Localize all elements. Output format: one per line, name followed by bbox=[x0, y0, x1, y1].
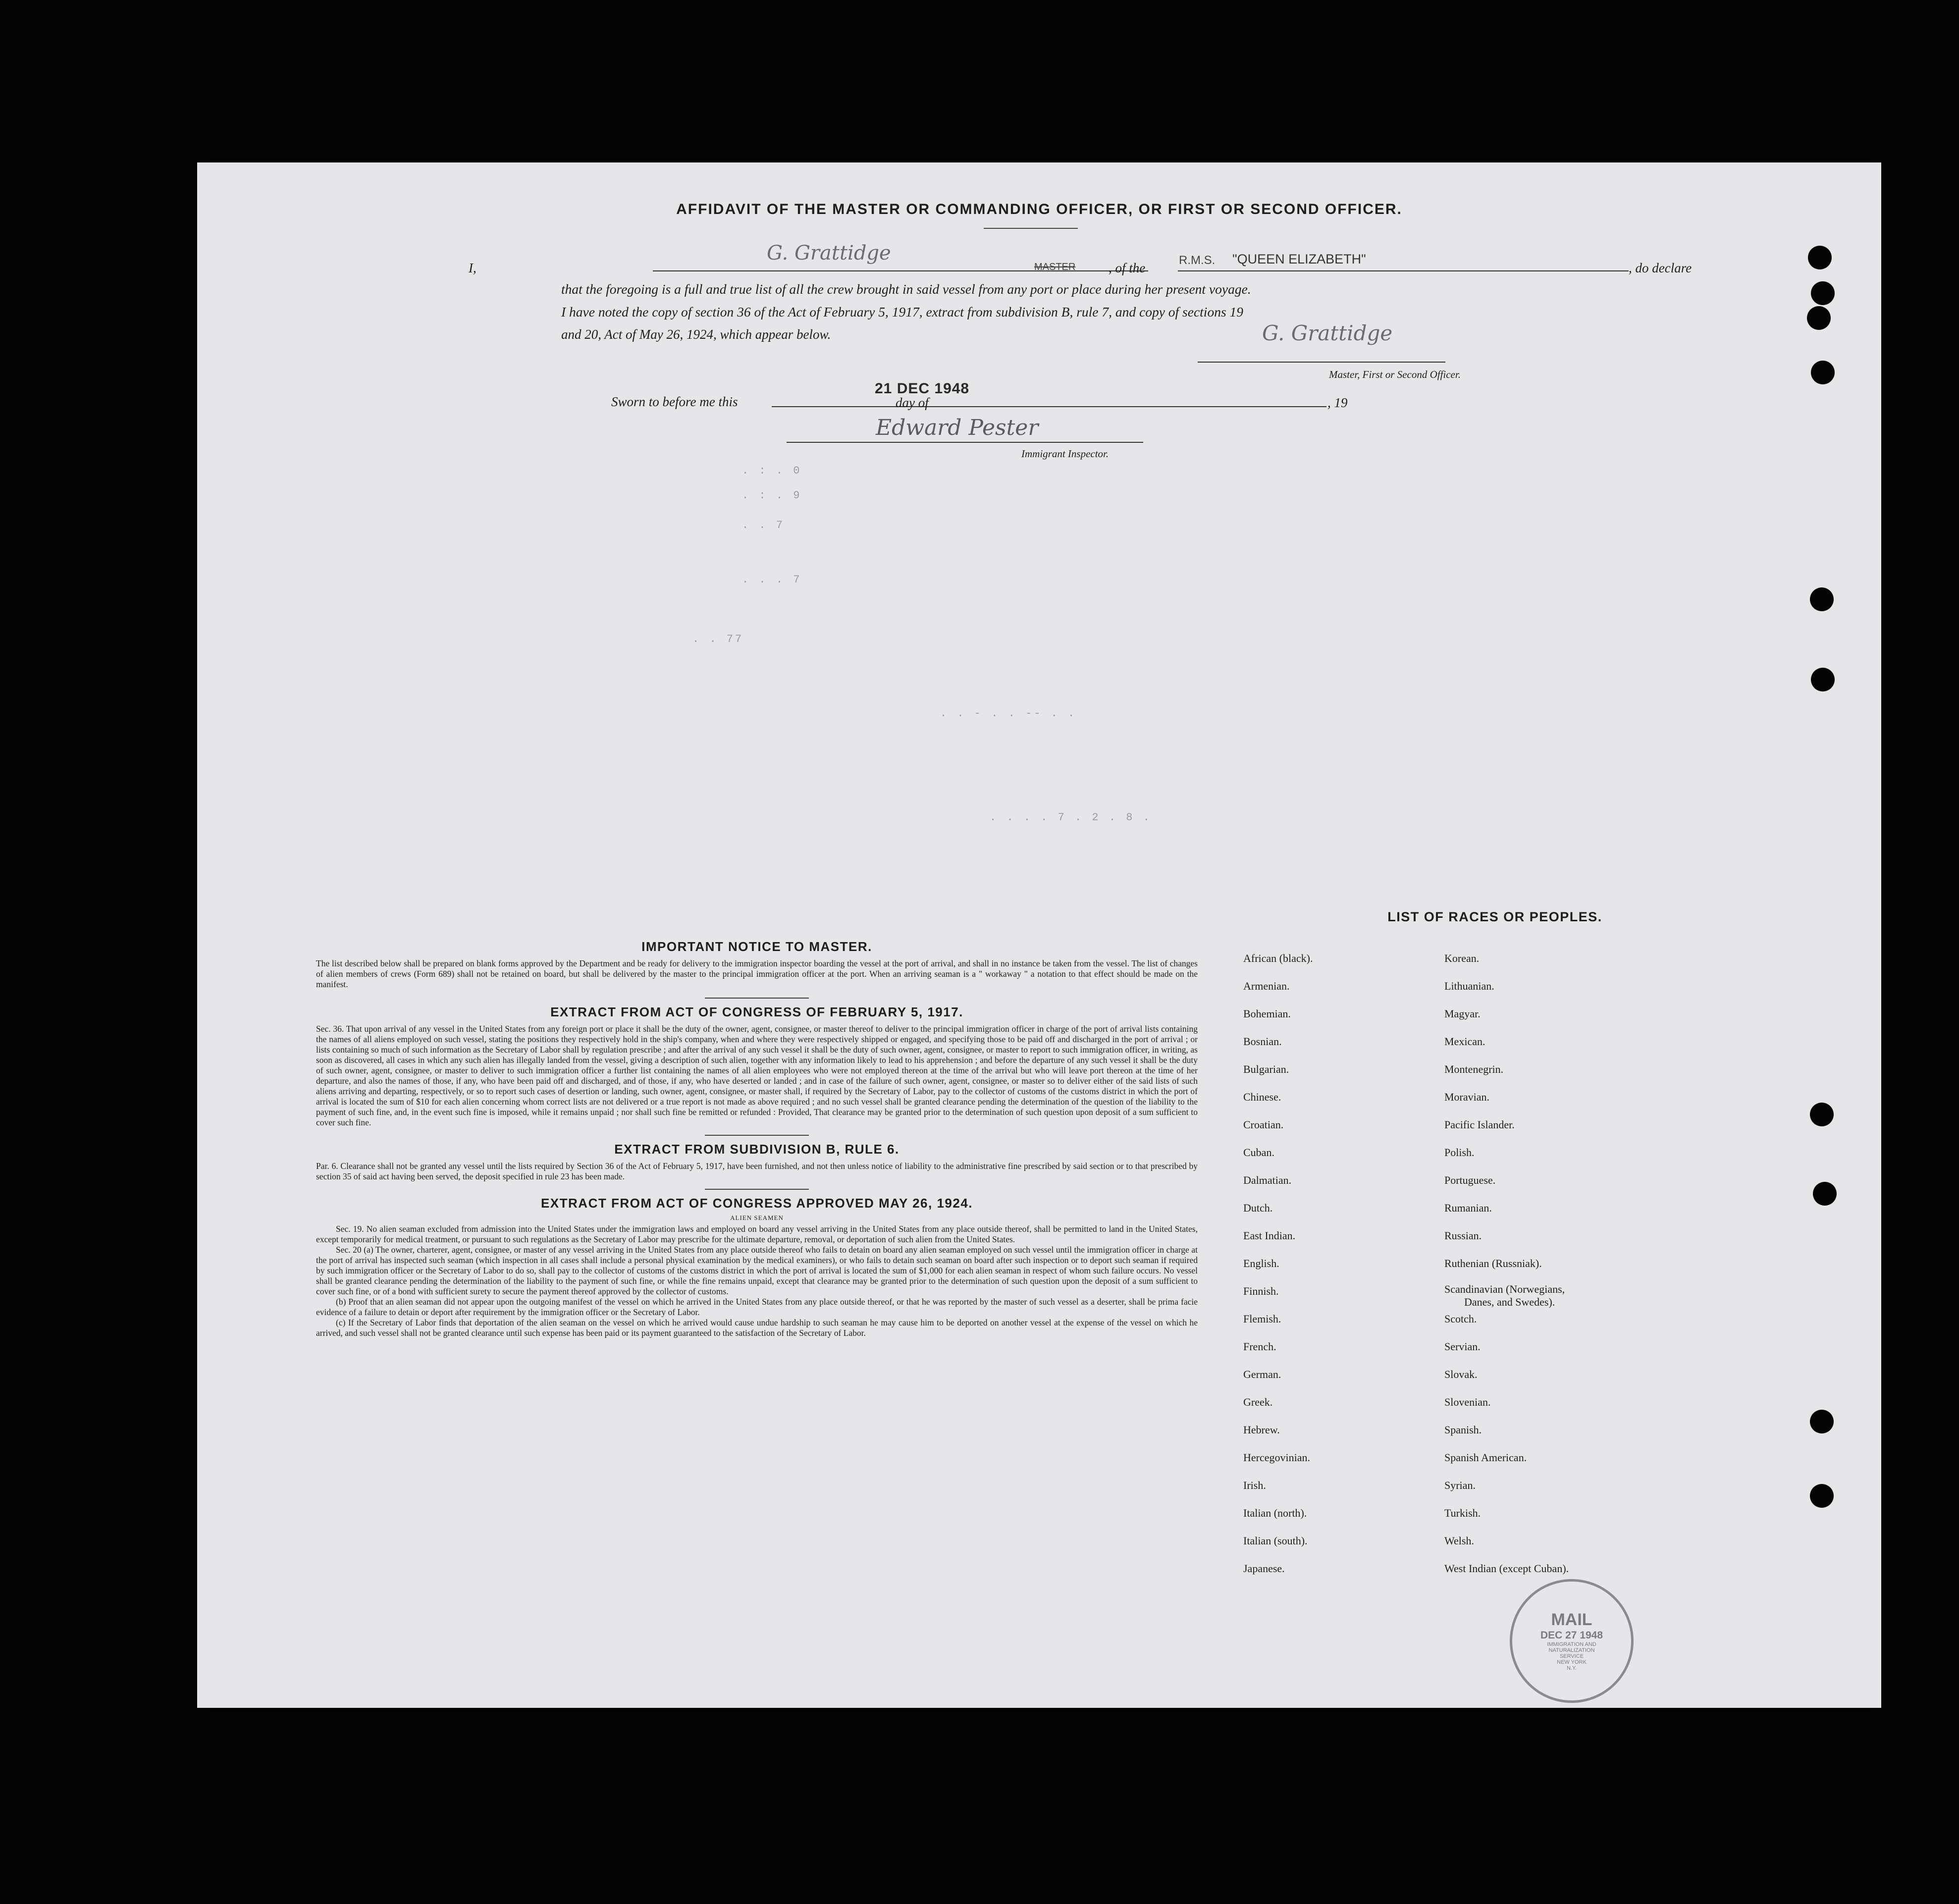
punch-hole bbox=[1810, 587, 1834, 611]
alien-seamen-subtitle: ALIEN SEAMEN bbox=[730, 1214, 784, 1221]
sec20a-text: Sec. 20 (a) The owner, charterer, agent, consignee, or master of any vessel arriving in the United States from any place outside thereof who fails to detain on board any alien seaman employed on such vessel until the immigration officer in charge at the port of arrival has inspected such seaman (which inspection in all cases shall include a personal physical examination by the medical examiners), or who fails to detain such seaman on board after such inspection or to deport such seaman if required by such immigration officer or the Secretary of Labor to do so, shall pay to the collector of customs of the customs district in which the port of arrival is located the sum of $1,000 for each alien seaman in respect of whom such failure occurs. No vessel shall be granted clearance pending the determination of the liability to the payment of such fine, or while the fine remains unpaid, except that clearance may be granted prior to the determination of such question upon the deposit of a sum sufficient to cover such fine, or of a bond with sufficient surety to secure the payment thereof approved by the collector of customs. bbox=[316, 1245, 1198, 1296]
stamp-line1: IMMIGRATION AND bbox=[1547, 1641, 1596, 1647]
race-right: Portuguese. bbox=[1444, 1174, 1496, 1186]
race-left: Chinese. bbox=[1243, 1091, 1281, 1103]
bleed-through-mark: . . . . 7 . 2 . 8 . bbox=[990, 811, 1152, 824]
bleed-through-mark: . : . 9 bbox=[742, 489, 802, 502]
race-right: West Indian (except Cuban). bbox=[1444, 1562, 1569, 1575]
race-right: Montenegrin. bbox=[1444, 1063, 1504, 1075]
race-left: Croatian. bbox=[1243, 1118, 1284, 1131]
subdivision-b-title: EXTRACT FROM SUBDIVISION B, RULE 6. bbox=[614, 1142, 900, 1157]
race-left: Hercegovinian. bbox=[1243, 1451, 1310, 1464]
race-right: Servian. bbox=[1444, 1340, 1481, 1353]
notice-text: The list described below shall be prepared on blank forms approved by the Department and be ready for delivery to the immigration inspector boarding the vessel at the port of arrival, and shall in no instance be taken from the vessel. The list of changes of alien members of crews (Form 689) shall not be retained on board, but shall be delivered by the master to the principal immigration officer at the port. When an arriving seaman is a " workaway " a notation to that effect should be made on the manifest. bbox=[316, 958, 1198, 989]
race-left: Flemish. bbox=[1243, 1313, 1281, 1325]
subdivision-b-text: Par. 6. Clearance shall not be granted any vessel until the lists required by Section 36 of the Act of February 5, 1917, have been furnished, and not then unless notice of liability to the administrative fine prescribed by said section or to that prescribed by section 35 of said act having been served, the deposit specified in rule 23 has been made. bbox=[316, 1161, 1198, 1181]
extract-1917-text: Sec. 36. That upon arrival of any vessel in the United States from any foreign port or place it shall be the duty of the owner, agent, consignee, or master thereof to deliver to the principal immigration officer in charge of the port of arrival lists containing the names of all aliens employed on such vessel, stating the positions they respectively hold in the ship's company, when and where they were respectively shipped or engaged, and specifying those to be paid off and discharged in the port of arrival ; or lists containing so much of such information as the Secretary of Labor shall by regulation prescribe ; and after the arrival of any such vessel it shall be the duty of such owner, agent, consignee, or master to report to such immigration officer, in writing, as soon as discovered, all cases in which any such alien has illegally landed from the vessel, giving a description of such alien, together with any information likely to lead to his apprehension ; and before the departure of any such vessel it shall be the duty of such owner, agent, consignee, or master to deliver to such immigration officer a further list containing the names of all alien employees who were not employed thereon at the time of the arrival but who will leave port thereon at the time of her departure, and also the names of those, if any, who have been paid off and discharged, and of those, if any, who have deserted or landed ; and in case of the failure of such owner, agent, consignee, or master so to deliver either of the said lists of such aliens arriving and departing, respectively, or so to report such cases of desertion or landing, such owner, agent, consignee, or master shall, if required by the Secretary of Labor, pay to the collector of customs of the customs district in which the port of arrival is located the sum of $10 for each alien concerning whom correct lists are not delivered or a true report is not made as above required ; and no such vessel shall be granted clearance pending the determination of the question of the liability to the payment of such fine, and, in the event such fine is imposed, while it remains unpaid ; nor shall such fine be remitted or refunded : Provided, That clearance may be granted prior to the determination of such question upon deposit of a sum sufficient to cover such fine. bbox=[316, 1024, 1198, 1127]
notice-section bbox=[316, 939, 1198, 1338]
affidavit-line2: that the foregoing is a full and true list of all the crew brought in said vessel from any port or place during her present voyage. bbox=[561, 281, 1251, 297]
race-right: Welsh. bbox=[1444, 1534, 1474, 1547]
race-right: Slovenian. bbox=[1444, 1396, 1491, 1408]
race-left: Cuban. bbox=[1243, 1146, 1274, 1159]
stamp-line2: NATURALIZATION bbox=[1548, 1647, 1595, 1653]
race-left: Bohemian. bbox=[1243, 1007, 1291, 1020]
race-left: Bulgarian. bbox=[1243, 1063, 1289, 1075]
section-rule bbox=[705, 998, 809, 999]
race-right: Spanish. bbox=[1444, 1424, 1482, 1436]
race-left: African (black). bbox=[1243, 952, 1313, 964]
signer-handwritten: G. Grattidge bbox=[767, 242, 891, 264]
inspector-signature: Edward Pester bbox=[876, 415, 1039, 440]
race-right: Ruthenian (Russniak). bbox=[1444, 1257, 1542, 1269]
mail-stamp bbox=[1510, 1579, 1634, 1703]
of-the-text: , of the bbox=[1109, 261, 1146, 275]
affidavit-line3: I have noted the copy of section 36 of the Act of February 5, 1917, extract from subdivision B, rule 7, and copy of sections 19 bbox=[561, 304, 1244, 319]
race-right: Magyar. bbox=[1444, 1007, 1481, 1020]
punch-hole bbox=[1813, 1182, 1837, 1206]
race-left: Greek. bbox=[1243, 1396, 1273, 1408]
bleed-through-mark: . . 7 bbox=[742, 519, 785, 531]
punch-hole bbox=[1811, 281, 1835, 305]
inspector-caption: Immigrant Inspector. bbox=[1021, 448, 1109, 460]
race-right: Polish. bbox=[1444, 1146, 1475, 1159]
race-left: Irish. bbox=[1243, 1479, 1266, 1491]
punch-hole bbox=[1810, 1484, 1834, 1508]
stamp-line4: NEW YORK bbox=[1557, 1659, 1587, 1665]
title-rule bbox=[984, 228, 1078, 229]
race-right: Turkish. bbox=[1444, 1507, 1481, 1519]
races-title: LIST OF RACES OR PEOPLES. bbox=[1387, 909, 1602, 924]
punch-hole bbox=[1807, 306, 1831, 330]
race-left: Dalmatian. bbox=[1243, 1174, 1292, 1186]
day-of-text: day of bbox=[896, 395, 929, 410]
affidavit-line4: and 20, Act of May 26, 1924, which appear below. bbox=[561, 327, 831, 342]
extract-1924-title: EXTRACT FROM ACT OF CONGRESS APPROVED MAY 26, 1924. bbox=[540, 1196, 973, 1211]
race-left: Italian (north). bbox=[1243, 1507, 1307, 1519]
race-right: Korean. bbox=[1444, 952, 1480, 964]
stamp-date: DEC 27 1948 bbox=[1540, 1630, 1603, 1641]
race-right: Slovak. bbox=[1444, 1368, 1478, 1380]
document-sheet bbox=[197, 162, 1881, 1708]
race-left: English. bbox=[1243, 1257, 1279, 1269]
stamp-line5: N.Y. bbox=[1567, 1665, 1577, 1671]
punch-hole bbox=[1810, 1103, 1834, 1126]
stamp-top: MAIL bbox=[1551, 1610, 1592, 1629]
race-left: Italian (south). bbox=[1243, 1534, 1308, 1547]
bleed-through-mark: . . - . . -- . . bbox=[940, 707, 1077, 720]
race-right: Rumanian. bbox=[1444, 1202, 1492, 1214]
race-left: Armenian. bbox=[1243, 980, 1290, 992]
rank-struck: MASTER bbox=[1034, 262, 1076, 272]
race-right: Lithuanian. bbox=[1444, 980, 1494, 992]
punch-hole bbox=[1810, 1410, 1834, 1433]
sec20c-text: (c) If the Secretary of Labor finds that deportation of the alien seaman on the vessel on which he arrived would cause undue hardship to such seaman he may cause him to be deported on another vessel at the expense of the vessel on which he arrived, and such vessel shall not be granted clearance until such expense has been paid or its payment guaranteed to the satisfaction of the Secretary of Labor. bbox=[316, 1318, 1198, 1338]
race-right: Pacific Islander. bbox=[1444, 1118, 1515, 1131]
race-left: East Indian. bbox=[1243, 1229, 1296, 1242]
race-right: Mexican. bbox=[1444, 1035, 1485, 1048]
bleed-through-mark: . . 77 bbox=[692, 633, 744, 645]
race-right: Scandinavian (Norwegians, bbox=[1444, 1283, 1565, 1295]
bleed-through-mark: . . . 7 bbox=[742, 574, 802, 586]
affidavit-line1-prefix: I, bbox=[469, 261, 477, 275]
year-prefix: , 19 bbox=[1327, 395, 1348, 410]
race-left: Finnish. bbox=[1243, 1285, 1279, 1297]
race-left: French. bbox=[1243, 1340, 1276, 1353]
inspector-line bbox=[787, 442, 1143, 443]
vessel-name: "QUEEN ELIZABETH" bbox=[1232, 252, 1366, 266]
punch-hole bbox=[1811, 668, 1835, 691]
sworn-prefix: Sworn to before me this bbox=[611, 394, 738, 409]
punch-hole bbox=[1811, 361, 1835, 384]
race-right: Spanish American. bbox=[1444, 1451, 1527, 1464]
race-left: Hebrew. bbox=[1243, 1424, 1280, 1436]
race-right: Moravian. bbox=[1444, 1091, 1490, 1103]
extract-1917-title: EXTRACT FROM ACT OF CONGRESS OF FEBRUARY 5, 1917. bbox=[550, 1005, 963, 1019]
race-left: German. bbox=[1243, 1368, 1281, 1380]
master-signature-caption: Master, First or Second Officer. bbox=[1329, 369, 1461, 380]
sec19-text: Sec. 19. No alien seaman excluded from admission into the United States under the immigration laws and employed on board any vessel arriving in the United States from any place outside thereof, shall be permitted to land in the United States, except temporarily for medical treatment, or pursuant to such regulations as the Secretary of Labor may prescribe for the ultimate departure, removal, or deportation of such alien from the United States. bbox=[316, 1224, 1198, 1244]
stamp-line3: SERVICE bbox=[1559, 1653, 1584, 1659]
vessel-prefix: R.M.S. bbox=[1179, 254, 1216, 267]
section-rule bbox=[705, 1189, 809, 1190]
sworn-day-line bbox=[772, 406, 1326, 407]
affidavit-title: AFFIDAVIT OF THE MASTER OR COMMANDING OFFICER, OR FIRST OR SECOND OFFICER. bbox=[676, 201, 1402, 217]
master-signature-line bbox=[1198, 362, 1445, 363]
master-signature: G. Grattidge bbox=[1262, 321, 1393, 345]
vessel-line bbox=[1178, 270, 1629, 271]
bleed-through-mark: . : . 0 bbox=[742, 465, 802, 477]
sec20b-text: (b) Proof that an alien seaman did not appear upon the outgoing manifest of the vessel on which he arrived in the United States from any place outside thereof, or that he was reported by the master of such vessel as a deserter, shall be prima facie evidence of a failure to detain or deport after requirement by the immigration officer or the Secretary of Labor. bbox=[316, 1297, 1198, 1317]
race-left: Bosnian. bbox=[1243, 1035, 1282, 1048]
race-left: Dutch. bbox=[1243, 1202, 1273, 1214]
race-right: Scotch. bbox=[1444, 1313, 1477, 1325]
section-rule bbox=[705, 1135, 809, 1136]
race-left: Japanese. bbox=[1243, 1562, 1285, 1575]
punch-hole bbox=[1808, 246, 1832, 269]
race-right: Syrian. bbox=[1444, 1479, 1476, 1491]
do-declare-text: , do declare bbox=[1629, 261, 1692, 275]
sworn-date-stamp: 21 DEC 1948 bbox=[875, 380, 970, 397]
race-right: Danes, and Swedes). bbox=[1464, 1296, 1555, 1308]
notice-title: IMPORTANT NOTICE TO MASTER. bbox=[641, 939, 872, 954]
race-right: Russian. bbox=[1444, 1229, 1482, 1242]
